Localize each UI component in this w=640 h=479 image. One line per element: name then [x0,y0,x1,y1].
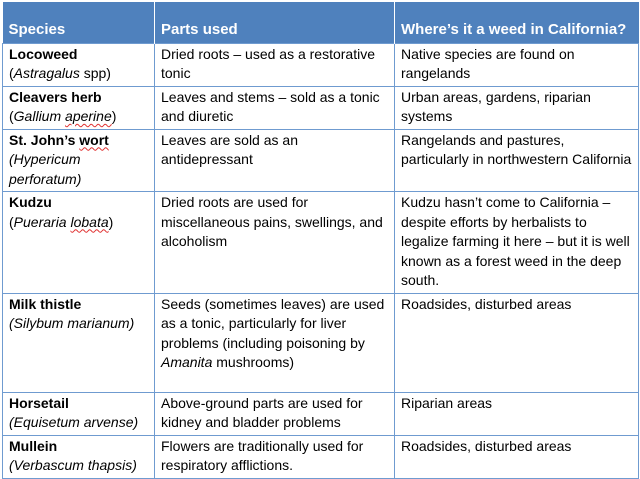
parts-used-cell: Flowers are traditionally used for respiratory afflictions. [155,435,395,478]
table-row [3,86,639,129]
scientific-name: (Hypericum perforatum) [9,151,82,187]
species-cell [3,293,155,392]
common-name: Milk thistle [9,295,82,312]
species-cell [3,43,155,86]
common-name: Cleavers herb [9,88,102,105]
table-row [3,43,639,86]
species-cell [3,435,155,478]
table-row [3,392,639,435]
species-cell [3,192,155,294]
parts-used-cell: Dried roots – used as a restorative tonic [155,43,395,86]
weed-location-cell: Kudzu hasn’t come to California – despite efforts by herbalists to legalize farming it here – but it is well known as a forest weed in the deep south. [395,192,639,294]
table-row [3,435,639,478]
scientific-name: (Verbascum thapsis) [9,457,137,473]
table-row [3,293,639,392]
common-name: Horsetail [9,394,69,411]
weed-location-cell: Riparian areas [395,392,639,435]
common-name: Kudzu [9,194,52,210]
scientific-name: (Silybum marianum) [9,315,135,331]
table-row [3,129,639,192]
parts-used-cell: Seeds (sometimes leaves) are used as a tonic, particularly for liver problems (including poisoning by Amanita mushrooms) [155,293,395,392]
weed-location-cell: Rangelands and pastures, particularly in northwestern California [395,129,639,192]
header-weed-location: Where’s it a weed in California? [395,2,639,43]
scientific-name: (Gallium aperine) [9,108,117,124]
weed-location-cell: Native species are found on rangelands [395,43,639,86]
parts-used-cell: Above-ground parts are used for kidney and bladder problems [155,392,395,435]
herb-weed-table [2,2,639,479]
header-row [3,2,639,43]
species-cell [3,129,155,192]
parts-used-cell: Dried roots are used for miscellaneous pains, swellings, and alcoholism [155,192,395,294]
common-name: Mullein [9,437,58,454]
scientific-name: (Astragalus spp) [9,65,111,81]
weed-location-cell: Urban areas, gardens, riparian systems [395,86,639,129]
common-name: Locoweed [9,45,78,62]
common-name: St. John’s wort [9,131,109,148]
weed-location-cell: Roadsides, disturbed areas [395,435,639,478]
parts-used-cell: Leaves and stems – sold as a tonic and diuretic [155,86,395,129]
parts-used-cell: Leaves are sold as an antidepressant [155,129,395,192]
scientific-name: (Equisetum arvense) [9,414,139,430]
table-row [3,192,639,294]
species-cell [3,392,155,435]
header-parts-used: Parts used [155,2,395,43]
scientific-name: (Pueraria lobata) [9,213,114,230]
header-species: Species [3,2,155,43]
weed-location-cell: Roadsides, disturbed areas [395,293,639,392]
species-cell [3,86,155,129]
